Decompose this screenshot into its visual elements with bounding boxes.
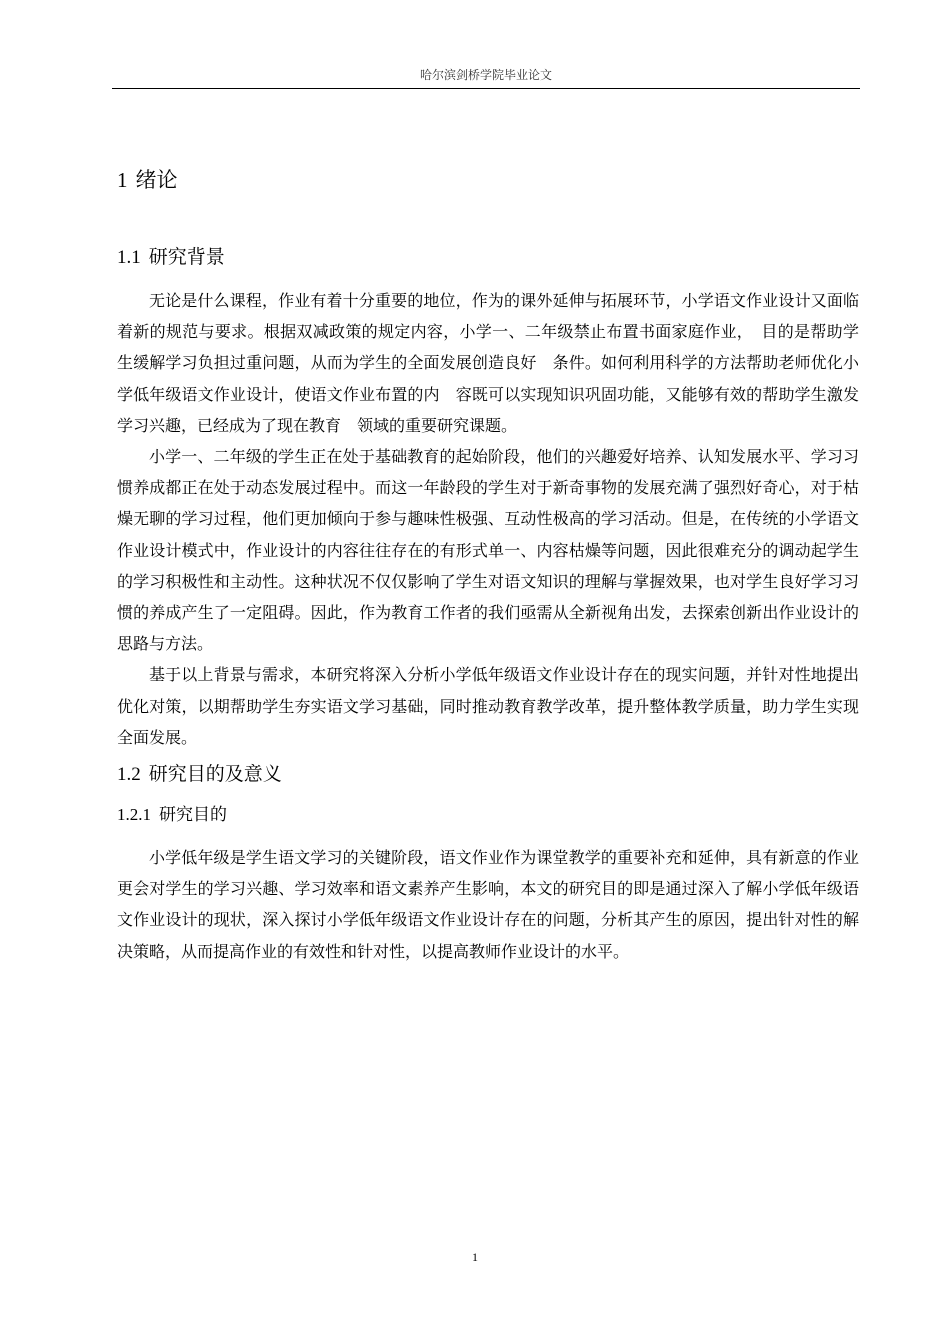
- chapter-number: 1: [117, 168, 128, 192]
- section-1-2-number: 1.2: [117, 764, 141, 786]
- section-1-2-1-title: 研究目的: [159, 805, 227, 826]
- paragraph-1-2-1-1: 小学低年级是学生语文学习的关键阶段，语文作业作为课堂教学的重要补充和延伸，具有新意的作业更会对学生的学习兴趣、学习效率和语文素养产生影响，本文的研究目的即是通过深入了解小学低年级语文作业设计的现状，深入探讨小学低年级语文作业设计存在的问题，分析其产生的原因，提出针对性的解决策略，从而提高作业的有效性和针对性，以提高教师作业设计的水平。: [117, 848, 859, 961]
- page-number: 1: [472, 1250, 478, 1264]
- section-1-1-title: 研究背景: [148, 246, 225, 268]
- chapter-heading: [117, 160, 859, 200]
- section-1-2-1-number: 1.2.1: [117, 805, 151, 825]
- section-1-2-1-heading: [117, 800, 859, 830]
- chapter-title: 绪论: [135, 168, 178, 192]
- section-1-2-heading: [117, 757, 859, 792]
- section-1-1-number: 1.1: [117, 247, 141, 268]
- paragraph-1-1-1: 无论是什么课程，作业有着十分重要的地位，作为的课外延伸与拓展环节，小学语文作业设计又面临着新的规范与要求。根据双减政策的规定内容，小学一、二年级禁止布置书面家庭作业， 目的是帮助学生缓解学习负担过重问题，从而为学生的全面发展创造良好 条件。如何利用科学的方法帮助老师优化小学低年级语文作业设计，使语文作业布置的内 容既可以实现知识巩固功能，又能够有效的帮助学生激发学习兴趣，已经成为了现在教育 领域的重要研究课题。: [117, 291, 859, 435]
- section-1-2-title: 研究目的及意义: [148, 763, 282, 786]
- header-title: 哈尔滨剑桥学院毕业论文: [419, 68, 552, 82]
- document-body: [117, 160, 859, 967]
- paragraph-1-1-2: 小学一、二年级的学生正在处于基础教育的起始阶段，他们的兴趣爱好培养、认知发展水平、学习习惯养成都正在处于动态发展过程中。而这一年龄段的学生对于新奇事物的发展充满了强烈好奇心，对于枯燥无聊的学习过程，他们更加倾向于参与趣味性极强、互动性极高的学习活动。但是，在传统的小学语文作业设计模式中，作业设计的内容往往存在的有形式单一、内容枯燥等问题，因此很难充分的调动起学生的学习积极性和主动性。这种状况不仅仅影响了学生对语文知识的理解与掌握效果，也对学生良好学习习惯的养成产生了一定阻碍。因此，作为教育工作者的我们亟需从全新视角出发，去探索创新出作业设计的思路与方法。: [117, 447, 859, 654]
- paragraph-1-1-3: 基于以上背景与需求，本研究将深入分析小学低年级语文作业设计存在的现实问题，并针对性地提出优化对策，以期帮助学生夯实语文学习基础，同时推动教育教学改革，提升整体教学质量，助力学生实现全面发展。: [117, 665, 859, 747]
- section-1-1-heading: [117, 240, 859, 275]
- page-header: [112, 60, 860, 89]
